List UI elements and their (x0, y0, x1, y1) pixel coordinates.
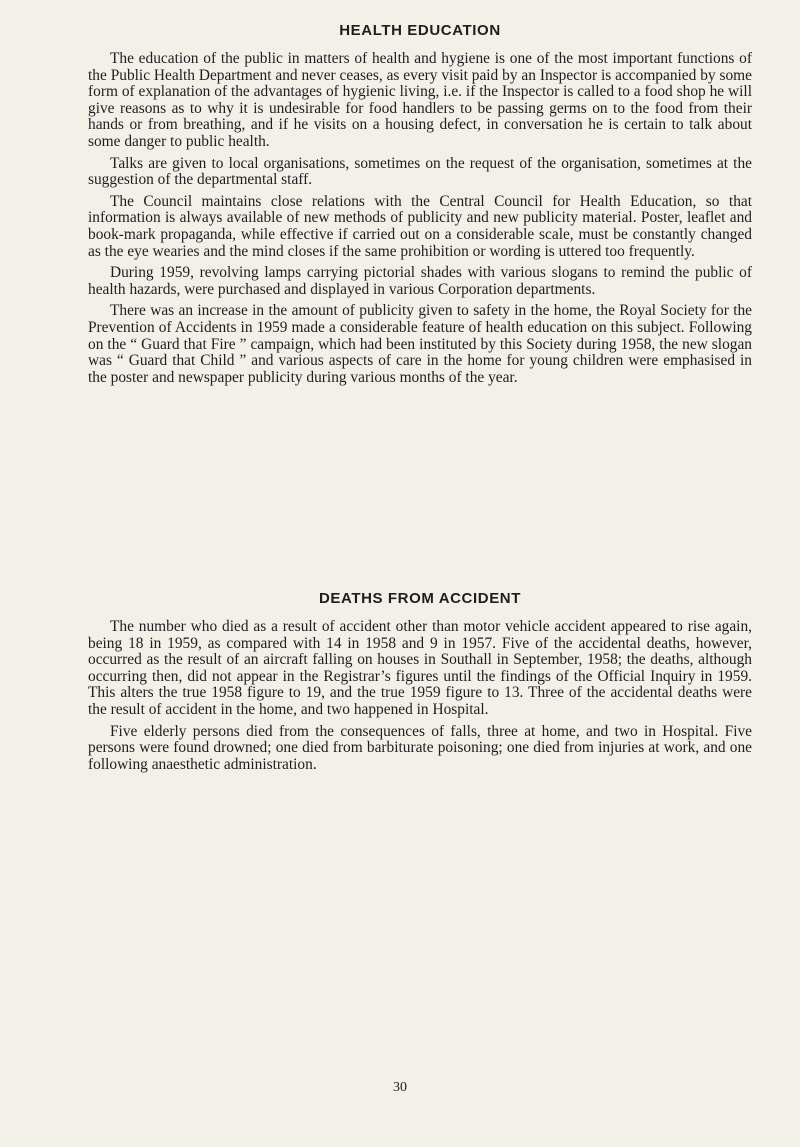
health-education-paragraph: Talks are given to local organisations, sometimes on the request of the organisation, sometimes at the suggestion of the departmental staff. (88, 154, 752, 189)
page-number: 30 (393, 1080, 407, 1095)
deaths-from-accident-heading: DEATHS FROM ACCIDENT (319, 590, 521, 607)
deaths-from-accident-paragraph: The number who died as a result of accident other than motor vehicle accident appeared to rise again, being 18 in 1959, as compared with 14 in 1958 and 9 in 1957. Five of the accidental deaths, however, occurred as the result of an aircraft falling on houses in Southall in September, 1958; the deaths, although occurring then, did not appear in the Registrar’s figures until the findings of the Official Inquiry in 1959. This alters the true 1958 figure to 19, and the true 1959 figure to 13. Three of the accidental deaths were the result of accident in the home, and two happened in Hospital. (88, 618, 752, 718)
health-education-heading: HEALTH EDUCATION (339, 22, 501, 39)
health-education-paragraph: There was an increase in the amount of publicity given to safety in the home, the Royal Society for the Prevention of Accidents in 1959 made a considerable feature of health education on this subject. Following on the “ Guard that Fire ” campaign, which had been instituted by this Society during 1958, the new slogan was “ Guard that Child ” and various aspects of care in the home for young children were emphasised in the poster and newspaper publicity during various months of the year. (88, 302, 752, 386)
health-education-paragraph: The Council maintains close relations with the Central Council for Health Education, so that information is always available of new methods of publicity and new publicity material. Poster, leaflet and book-mark propaganda, while effective if carried out on a considerable scale, must be constantly changed as the eye wearies and the mind closes if the same prohibition or wording is uttered too frequently. (88, 192, 752, 260)
deaths-from-accident-paragraph: Five elderly persons died from the consequences of falls, three at home, and two in Hospital. Five persons were found drowned; one died from barbiturate poisoning; one died from injuries at work, and one following anaesthetic administration. (88, 722, 752, 773)
deaths-from-accident-section (88, 590, 752, 778)
health-education-paragraph: During 1959, revolving lamps carrying pictorial shades with various slogans to remind the public of health hazards, were purchased and displayed in various Corporation departments. (88, 264, 752, 298)
health-education-section (88, 22, 752, 391)
health-education-paragraph: The education of the public in matters of health and hygiene is one of the most important functions of the Public Health Department and never ceases, as every visit paid by an Inspector is accompanied by some form of explanation of the advantages of hygienic living, i.e. if the Inspector is called to a food shop he will give reasons as to why it is undesirable for food handlers to be passing germs on to the food from their hands or from breathing, and if he visits on a housing defect, in conversation he is certain to talk about some danger to public health. (88, 50, 752, 150)
